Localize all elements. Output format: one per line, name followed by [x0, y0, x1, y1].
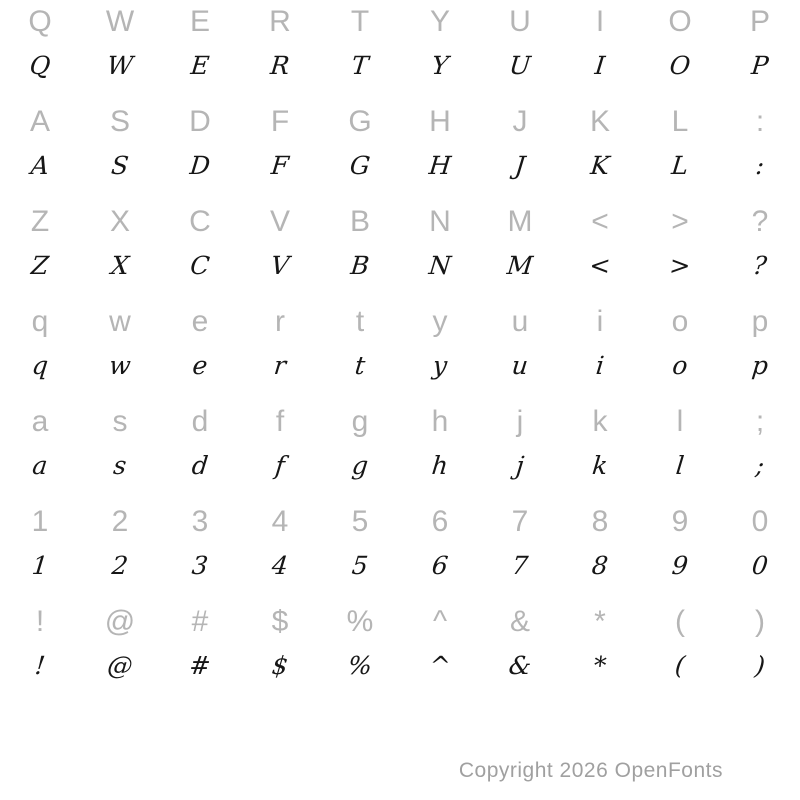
- reference-glyph: d: [191, 405, 209, 438]
- script-glyph: 0: [750, 550, 770, 580]
- reference-glyph: &: [509, 605, 530, 638]
- script-glyph: V: [269, 250, 291, 280]
- reference-glyph: <: [591, 205, 609, 238]
- reference-glyph: e: [191, 305, 209, 338]
- reference-glyph: 7: [511, 505, 529, 538]
- reference-glyph: I: [595, 5, 605, 38]
- reference-glyph: r: [275, 305, 285, 338]
- script-glyph: 9: [670, 550, 690, 580]
- reference-glyph: i: [596, 305, 604, 338]
- reference-glyph: L: [671, 105, 689, 138]
- glyph-row-uppercase-home-row: [0, 100, 800, 200]
- reference-glyph: S: [109, 105, 130, 138]
- script-glyph: 5: [350, 550, 370, 580]
- script-glyph: ): [753, 650, 767, 680]
- script-glyph: Y: [430, 50, 450, 80]
- reference-glyph: P: [749, 5, 770, 38]
- script-glyph: w: [107, 350, 133, 380]
- script-glyph: p: [750, 350, 770, 380]
- script-line: [0, 244, 800, 286]
- script-glyph: <: [587, 250, 612, 280]
- reference-glyph: *: [594, 605, 606, 638]
- script-glyph: i: [594, 350, 606, 380]
- script-glyph: q: [30, 350, 50, 380]
- reference-glyph: ^: [432, 605, 448, 638]
- reference-glyph: 3: [191, 505, 209, 538]
- reference-glyph: 2: [111, 505, 129, 538]
- script-glyph: ^: [427, 650, 452, 680]
- reference-glyph: 1: [31, 505, 49, 538]
- reference-glyph: (: [675, 605, 685, 638]
- script-glyph: Z: [29, 250, 51, 280]
- script-glyph: #: [187, 650, 212, 680]
- script-glyph: t: [353, 350, 367, 380]
- reference-glyph: O: [668, 5, 692, 38]
- script-glyph: C: [188, 250, 212, 280]
- reference-glyph: f: [275, 405, 285, 438]
- script-glyph: S: [109, 150, 131, 180]
- script-line: [0, 344, 800, 386]
- reference-glyph: Q: [28, 5, 52, 38]
- reference-glyph: :: [755, 105, 765, 138]
- reference-glyph: K: [589, 105, 610, 138]
- script-glyph: B: [349, 250, 371, 280]
- script-glyph: f: [273, 450, 287, 480]
- script-glyph: h: [430, 450, 450, 480]
- script-glyph: ?: [751, 250, 769, 280]
- reference-glyph: M: [507, 205, 533, 238]
- script-glyph: g: [350, 450, 370, 480]
- reference-glyph: X: [109, 205, 130, 238]
- reference-glyph: Y: [429, 5, 450, 38]
- script-glyph: U: [507, 50, 533, 80]
- script-glyph: *: [592, 650, 608, 680]
- script-glyph: 1: [30, 550, 50, 580]
- script-glyph: !: [33, 650, 47, 680]
- script-glyph: L: [670, 150, 690, 180]
- script-glyph: F: [269, 150, 291, 180]
- reference-glyph: 4: [271, 505, 289, 538]
- script-glyph: X: [109, 250, 131, 280]
- script-glyph: M: [505, 250, 535, 280]
- script-glyph: I: [593, 50, 607, 80]
- reference-glyph: ): [755, 605, 765, 638]
- glyph-row-symbols-row: [0, 600, 800, 700]
- reference-glyph: l: [676, 405, 684, 438]
- reference-glyph: h: [431, 405, 449, 438]
- reference-glyph: T: [350, 5, 370, 38]
- script-glyph: %: [346, 650, 374, 680]
- copyright-text: Copyright 2026 OpenFonts: [458, 759, 723, 782]
- script-glyph: >: [667, 250, 692, 280]
- reference-glyph: @: [104, 605, 136, 638]
- script-glyph: e: [191, 350, 209, 380]
- script-glyph: a: [31, 450, 49, 480]
- script-glyph: 7: [510, 550, 530, 580]
- reference-glyph: E: [189, 5, 210, 38]
- reference-glyph: >: [671, 205, 689, 238]
- reference-glyph: %: [346, 605, 374, 638]
- reference-glyph: 8: [591, 505, 609, 538]
- script-line: [0, 544, 800, 586]
- reference-line: [0, 400, 800, 444]
- script-glyph: :: [754, 150, 766, 180]
- reference-glyph: N: [429, 205, 451, 238]
- glyph-row-digits-row: [0, 500, 800, 600]
- reference-glyph: ?: [751, 205, 769, 238]
- script-line: [0, 644, 800, 686]
- reference-line: [0, 600, 800, 644]
- reference-glyph: t: [355, 305, 365, 338]
- reference-line: [0, 500, 800, 544]
- script-glyph: j: [514, 450, 526, 480]
- glyph-row-uppercase-top-row: [0, 0, 800, 100]
- script-glyph: y: [431, 350, 449, 380]
- reference-glyph: A: [29, 105, 50, 138]
- reference-glyph: J: [512, 105, 528, 138]
- reference-glyph: p: [751, 305, 769, 338]
- reference-glyph: j: [516, 405, 524, 438]
- script-glyph: 6: [430, 550, 450, 580]
- script-line: [0, 144, 800, 186]
- script-glyph: $: [270, 650, 290, 680]
- reference-glyph: w: [109, 305, 131, 338]
- reference-glyph: o: [671, 305, 689, 338]
- script-glyph: E: [189, 50, 211, 80]
- script-glyph: 2: [110, 550, 130, 580]
- script-glyph: N: [427, 250, 453, 280]
- reference-glyph: V: [269, 205, 290, 238]
- reference-glyph: 9: [671, 505, 689, 538]
- script-line: [0, 44, 800, 86]
- reference-glyph: 0: [751, 505, 769, 538]
- reference-glyph: H: [429, 105, 451, 138]
- reference-line: [0, 0, 800, 44]
- script-glyph: D: [188, 150, 212, 180]
- script-glyph: O: [668, 50, 692, 80]
- reference-glyph: s: [112, 405, 128, 438]
- script-glyph: 4: [270, 550, 290, 580]
- script-glyph: P: [750, 50, 770, 80]
- reference-glyph: ;: [755, 405, 765, 438]
- reference-glyph: g: [351, 405, 369, 438]
- script-glyph: ;: [754, 450, 766, 480]
- script-glyph: 3: [190, 550, 210, 580]
- script-glyph: R: [269, 50, 291, 80]
- reference-glyph: q: [31, 305, 49, 338]
- script-glyph: d: [190, 450, 210, 480]
- reference-glyph: !: [35, 605, 45, 638]
- script-glyph: 8: [590, 550, 610, 580]
- glyph-row-lowercase-top-row: [0, 300, 800, 400]
- reference-glyph: k: [592, 405, 608, 438]
- glyph-row-uppercase-bottom-row: [0, 200, 800, 300]
- reference-glyph: U: [509, 5, 531, 38]
- script-glyph: K: [589, 150, 611, 180]
- glyph-row-lowercase-home-row: [0, 400, 800, 500]
- script-glyph: A: [29, 150, 51, 180]
- script-glyph: Q: [28, 50, 52, 80]
- reference-glyph: $: [271, 605, 289, 638]
- reference-line: [0, 300, 800, 344]
- script-glyph: s: [112, 450, 128, 480]
- reference-line: [0, 200, 800, 244]
- reference-line: [0, 100, 800, 144]
- script-glyph: G: [348, 150, 372, 180]
- script-glyph: k: [590, 450, 610, 480]
- reference-glyph: 6: [431, 505, 449, 538]
- reference-glyph: R: [269, 5, 291, 38]
- reference-glyph: B: [349, 205, 370, 238]
- script-glyph: T: [350, 50, 370, 80]
- reference-glyph: a: [31, 405, 49, 438]
- script-glyph: o: [670, 350, 690, 380]
- script-glyph: (: [673, 650, 687, 680]
- reference-glyph: F: [270, 105, 290, 138]
- reference-glyph: Z: [30, 205, 50, 238]
- script-line: [0, 444, 800, 486]
- script-glyph: J: [513, 150, 527, 180]
- reference-glyph: G: [348, 105, 372, 138]
- reference-glyph: D: [189, 105, 211, 138]
- script-glyph: @: [105, 650, 135, 680]
- reference-glyph: u: [511, 305, 529, 338]
- script-glyph: H: [427, 150, 453, 180]
- script-glyph: r: [272, 350, 288, 380]
- reference-glyph: W: [105, 5, 135, 38]
- reference-glyph: 5: [351, 505, 369, 538]
- script-glyph: &: [507, 650, 533, 680]
- script-glyph: W: [105, 50, 135, 80]
- reference-glyph: #: [191, 605, 209, 638]
- script-glyph: u: [510, 350, 530, 380]
- reference-glyph: C: [189, 205, 211, 238]
- reference-glyph: y: [432, 305, 448, 338]
- script-glyph: l: [674, 450, 686, 480]
